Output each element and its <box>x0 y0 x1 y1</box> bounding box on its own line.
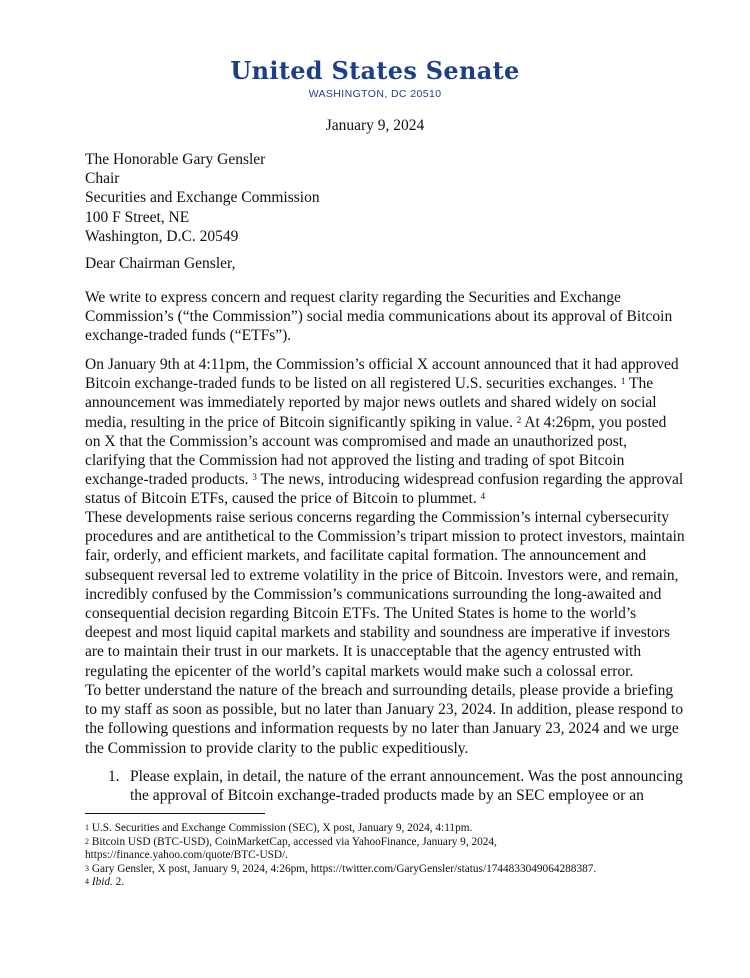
address-line: Washington, D.C. 20549 <box>85 227 239 245</box>
address-line: 100 F Street, NE <box>85 208 190 226</box>
recipient-address <box>85 150 685 246</box>
footnote-text: Ibid. <box>91 876 113 889</box>
footnote-number: 3 <box>85 863 89 873</box>
list-number: 1. <box>108 768 120 785</box>
letterhead-location: WASHINGTON, DC 20510 <box>308 88 442 100</box>
footnote-ref[interactable]: 2 <box>516 414 522 425</box>
footnote-ref[interactable]: 3 <box>252 472 257 483</box>
footnote-ref[interactable]: 1 <box>620 376 626 387</box>
paragraph-text: These developments raise serious concerns regarding the Commission’s internal cybersecurity procedures and are antithetical to the Commission’s tripart mission to protect investors, maintain fair, orderly, and efficient markets, and facilitate capital formation. The announcement and subsequent reversal led to extreme volatility in the price of Bitcoin. Investors were, and remain, incredibly confused by the Commission’s communications surrounding the long-awaited and consequential decision regarding Bitcoin ETFs. The United States is home to the world’s deepest and most liquid capital markets and stability and soundness are imperative if investors are to maintain their trust in our markets. It is unacceptable that the agency entrusted with regulating the epicenter of the world’s capital markets would make such a colossal error. <box>85 509 685 680</box>
footnote-text: U.S. Securities and Exchange Commission (SEC), X post, January 9, 2024, 4:11pm. <box>91 822 473 834</box>
letter-date: January 9, 2024 <box>325 117 425 134</box>
footnote <box>85 876 705 890</box>
paragraph-text: We write to express concern and request clarity regarding the Securities and Exchange Commission’s (“the Commission”) social media communications about its approval of Bitcoin exchange-traded funds (“ETFs”). <box>85 289 673 345</box>
footnote-text: 2. <box>112 876 125 889</box>
paragraph-text: At 4:26pm, you posted on X that the Commission’s account was compromised and made an unauthorized post, clarifying that the Commission had not approved the listing and trading of spot Bitcoin exchange-traded products. <box>85 413 667 489</box>
paragraph-text: On January 9th at 4:11pm, the Commission’s official X account announced that it had approved Bitcoin exchange-traded funds to be listed on all registered U.S. securities exchanges. <box>85 356 679 393</box>
list-item-text: Please explain, in detail, the nature of the errant announcement. Was the post announcing the approval of Bitcoin exchange-traded products made by an SEC employee or an <box>130 768 683 805</box>
paragraph-text: The announcement was immediately reported by major news outlets and shared widely on social media, resulting in the price of Bitcoin significantly spiking in value. <box>85 375 657 431</box>
address-line: The Honorable Gary Gensler <box>85 151 266 168</box>
letterhead-title: United States Senate <box>230 56 520 85</box>
footnote-divider <box>85 813 265 814</box>
footnote-text: Bitcoin USD (BTC-USD), CoinMarketCap, accessed via YahooFinance, January 9, 2024, <box>91 835 497 848</box>
footnotes <box>85 822 705 890</box>
footnote <box>85 822 705 836</box>
paragraph-request <box>85 681 685 758</box>
address-line: Chair <box>85 170 120 188</box>
footnote-ref[interactable]: 4 <box>480 491 486 502</box>
salutation: Dear Chairman Gensler, <box>85 255 236 272</box>
paragraph-text: The news, introducing widespread confusion regarding the approval status of Bitcoin ETFs, caused the price of Bitcoin to plummet. <box>85 471 684 508</box>
footnote-number: 2 <box>85 836 89 846</box>
footnote <box>85 863 705 877</box>
footnote-link[interactable]: https://finance.yahoo.com/quote/BTC-USD/. <box>85 849 289 862</box>
footnote-text: Gary Gensler, X post, January 9, 2024, 4:26pm, https://twitter.com/GaryGensler/status/1744833049064288387. <box>91 862 597 875</box>
paragraph-events <box>85 355 685 509</box>
address-line: Securities and Exchange Commission <box>85 189 320 207</box>
question-list-item <box>108 767 693 805</box>
paragraph-intro <box>85 288 685 346</box>
paragraph-concerns <box>85 508 685 681</box>
paragraph-text: To better understand the nature of the breach and surrounding details, please provide a briefing to my staff as soon as possible, but no later than January 23, 2024. In addition, please respond to the following questions and information requests by no later than January 23, 2024 and we urge the Commission to provide clarity to the public expeditiously. <box>85 682 684 757</box>
footnote <box>85 836 705 850</box>
footnote-number: 1 <box>85 823 89 832</box>
footnote-number: 4 <box>85 877 89 887</box>
